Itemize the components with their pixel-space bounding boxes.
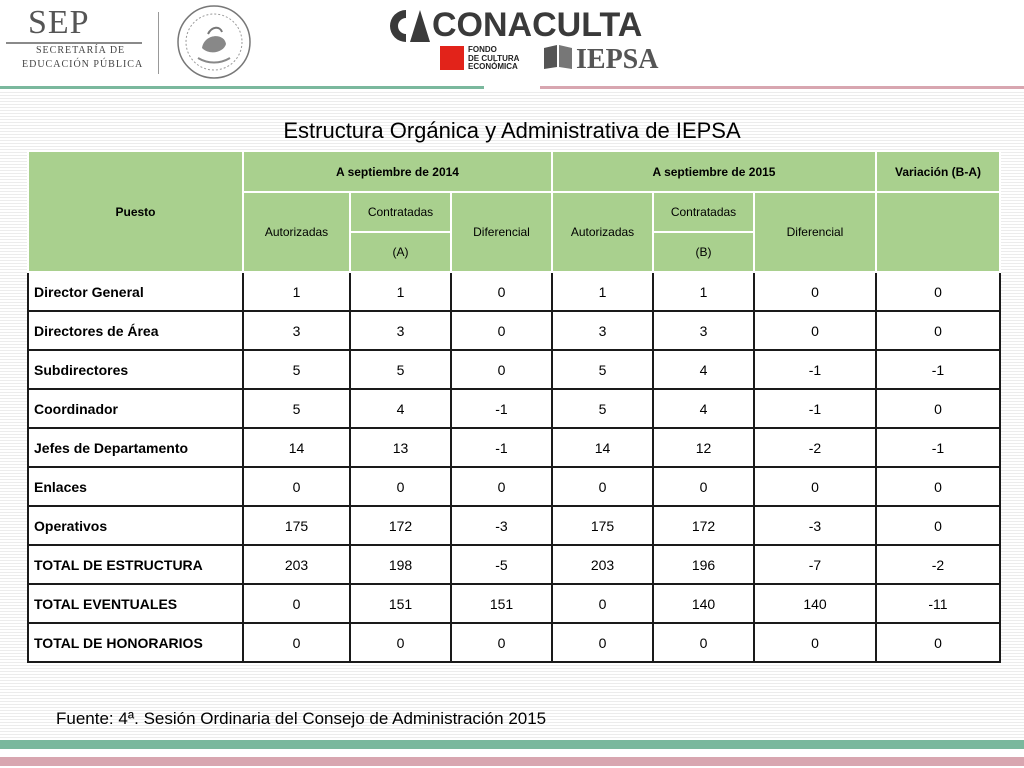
fce-text-2: DE CULTURA xyxy=(468,53,520,63)
table-cell: 0 xyxy=(876,389,1000,428)
table-cell: -7 xyxy=(754,545,876,584)
table-cell: 5 xyxy=(243,350,350,389)
row-label: Coordinador xyxy=(28,389,243,428)
table-cell: 140 xyxy=(754,584,876,623)
conaculta-logo-icon xyxy=(388,8,432,44)
iepsa-logo-text: IEPSA xyxy=(576,44,659,75)
table-cell: 1 xyxy=(350,272,451,311)
table-cell: 5 xyxy=(552,389,653,428)
table-row xyxy=(28,272,1000,311)
table-cell: -1 xyxy=(754,389,876,428)
table-cell: 0 xyxy=(876,506,1000,545)
table-cell: 0 xyxy=(876,623,1000,662)
header-puesto: Puesto xyxy=(28,151,243,272)
row-label: Subdirectores xyxy=(28,350,243,389)
table-cell: -1 xyxy=(451,389,552,428)
sep-subtitle-2: EDUCACIÓN PÚBLICA xyxy=(22,59,144,70)
table-cell: 0 xyxy=(451,272,552,311)
table-cell: 151 xyxy=(350,584,451,623)
table-cell: -3 xyxy=(451,506,552,545)
table-cell: 0 xyxy=(754,272,876,311)
table-row xyxy=(28,623,1000,662)
header-pink-bar xyxy=(540,86,1024,89)
table-row xyxy=(28,350,1000,389)
table-row xyxy=(28,545,1000,584)
header-divider xyxy=(158,12,159,74)
table-row xyxy=(28,506,1000,545)
row-label: TOTAL DE HONORARIOS xyxy=(28,623,243,662)
table-cell: -2 xyxy=(754,428,876,467)
table-cell: 5 xyxy=(350,350,451,389)
table-cell: 0 xyxy=(552,467,653,506)
table-cell: -2 xyxy=(876,545,1000,584)
table-cell: 0 xyxy=(552,584,653,623)
header-2015: A septiembre de 2015 xyxy=(552,151,876,192)
table-cell: 0 xyxy=(876,311,1000,350)
header-b: (B) xyxy=(653,232,754,272)
table-cell: 175 xyxy=(243,506,350,545)
table-cell: 3 xyxy=(552,311,653,350)
table-row xyxy=(28,311,1000,350)
table-cell: 1 xyxy=(243,272,350,311)
table-cell: -11 xyxy=(876,584,1000,623)
table-cell: 203 xyxy=(243,545,350,584)
header-green-bar xyxy=(0,86,484,89)
structure-table xyxy=(27,150,1001,663)
table-cell: 12 xyxy=(653,428,754,467)
footer-green-bar xyxy=(0,740,1024,749)
table-cell: 3 xyxy=(243,311,350,350)
table-cell: 0 xyxy=(876,272,1000,311)
table-cell: 4 xyxy=(653,389,754,428)
table-cell: 0 xyxy=(653,623,754,662)
row-label: Enlaces xyxy=(28,467,243,506)
slide-title: Estructura Orgánica y Administrativa de IEPSA xyxy=(283,118,741,143)
header-variacion-empty xyxy=(876,192,1000,272)
sep-logo-line xyxy=(6,42,142,44)
table-cell: 14 xyxy=(552,428,653,467)
row-label: TOTAL DE ESTRUCTURA xyxy=(28,545,243,584)
table-cell: 0 xyxy=(451,311,552,350)
row-label: Jefes de Departamento xyxy=(28,428,243,467)
table-cell: 0 xyxy=(243,623,350,662)
header-contratadas-2014: Contratadas xyxy=(350,192,451,232)
table-cell: 0 xyxy=(243,584,350,623)
header-variacion: Variación (B-A) xyxy=(876,151,1000,192)
footer-pink-bar xyxy=(0,757,1024,766)
table-cell: 0 xyxy=(350,467,451,506)
table-row xyxy=(28,467,1000,506)
header xyxy=(0,0,1024,90)
table-cell: 13 xyxy=(350,428,451,467)
table-row xyxy=(28,389,1000,428)
table-cell: 0 xyxy=(754,311,876,350)
table-cell: 203 xyxy=(552,545,653,584)
header-autorizadas-2015: Autorizadas xyxy=(552,192,653,272)
table-row xyxy=(28,428,1000,467)
sep-subtitle-1: SECRETARÍA DE xyxy=(36,45,126,56)
table-cell: 5 xyxy=(552,350,653,389)
fce-text-3: ECONÓMICA xyxy=(468,62,518,71)
table-cell: 0 xyxy=(243,467,350,506)
table-cell: 172 xyxy=(350,506,451,545)
table-cell: 14 xyxy=(243,428,350,467)
header-diferencial-2014: Diferencial xyxy=(451,192,552,272)
table-cell: -5 xyxy=(451,545,552,584)
table-cell: -1 xyxy=(876,350,1000,389)
table-cell: 0 xyxy=(451,350,552,389)
table-cell: 0 xyxy=(754,623,876,662)
fce-logo-icon xyxy=(440,46,464,70)
fce-text-1: FONDO xyxy=(468,45,497,54)
table-cell: 0 xyxy=(451,623,552,662)
row-label: TOTAL EVENTUALES xyxy=(28,584,243,623)
table-cell: 3 xyxy=(653,311,754,350)
table-cell: 3 xyxy=(350,311,451,350)
table-cell: 0 xyxy=(350,623,451,662)
table-cell: 175 xyxy=(552,506,653,545)
table-cell: 151 xyxy=(451,584,552,623)
table-cell: -1 xyxy=(754,350,876,389)
table-cell: 0 xyxy=(754,467,876,506)
header-autorizadas-2014: Autorizadas xyxy=(243,192,350,272)
table-cell: -1 xyxy=(451,428,552,467)
table-cell: 1 xyxy=(552,272,653,311)
header-diferencial-2015: Diferencial xyxy=(754,192,876,272)
table-cell: 0 xyxy=(552,623,653,662)
table-cell: 4 xyxy=(653,350,754,389)
table-cell: -1 xyxy=(876,428,1000,467)
table-cell: 0 xyxy=(451,467,552,506)
table-cell: 172 xyxy=(653,506,754,545)
table-cell: -3 xyxy=(754,506,876,545)
table-row xyxy=(28,584,1000,623)
table-cell: 5 xyxy=(243,389,350,428)
table-cell: 140 xyxy=(653,584,754,623)
row-label: Director General xyxy=(28,272,243,311)
row-label: Directores de Área xyxy=(28,311,243,350)
header-a: (A) xyxy=(350,232,451,272)
table-cell: 1 xyxy=(653,272,754,311)
table-cell: 196 xyxy=(653,545,754,584)
header-contratadas-2015: Contratadas xyxy=(653,192,754,232)
table-cell: 0 xyxy=(876,467,1000,506)
source-note: Fuente: 4ª. Sesión Ordinaria del Consejo de Administración 2015 xyxy=(56,709,547,728)
row-label: Operativos xyxy=(28,506,243,545)
mexican-seal-icon xyxy=(174,4,254,80)
header-2014: A septiembre de 2014 xyxy=(243,151,552,192)
sep-logo-text: SEP xyxy=(28,4,90,41)
table-cell: 4 xyxy=(350,389,451,428)
book-icon xyxy=(542,42,574,70)
conaculta-logo-text: CONACULTA xyxy=(432,6,643,44)
table-cell: 0 xyxy=(653,467,754,506)
table-cell: 198 xyxy=(350,545,451,584)
